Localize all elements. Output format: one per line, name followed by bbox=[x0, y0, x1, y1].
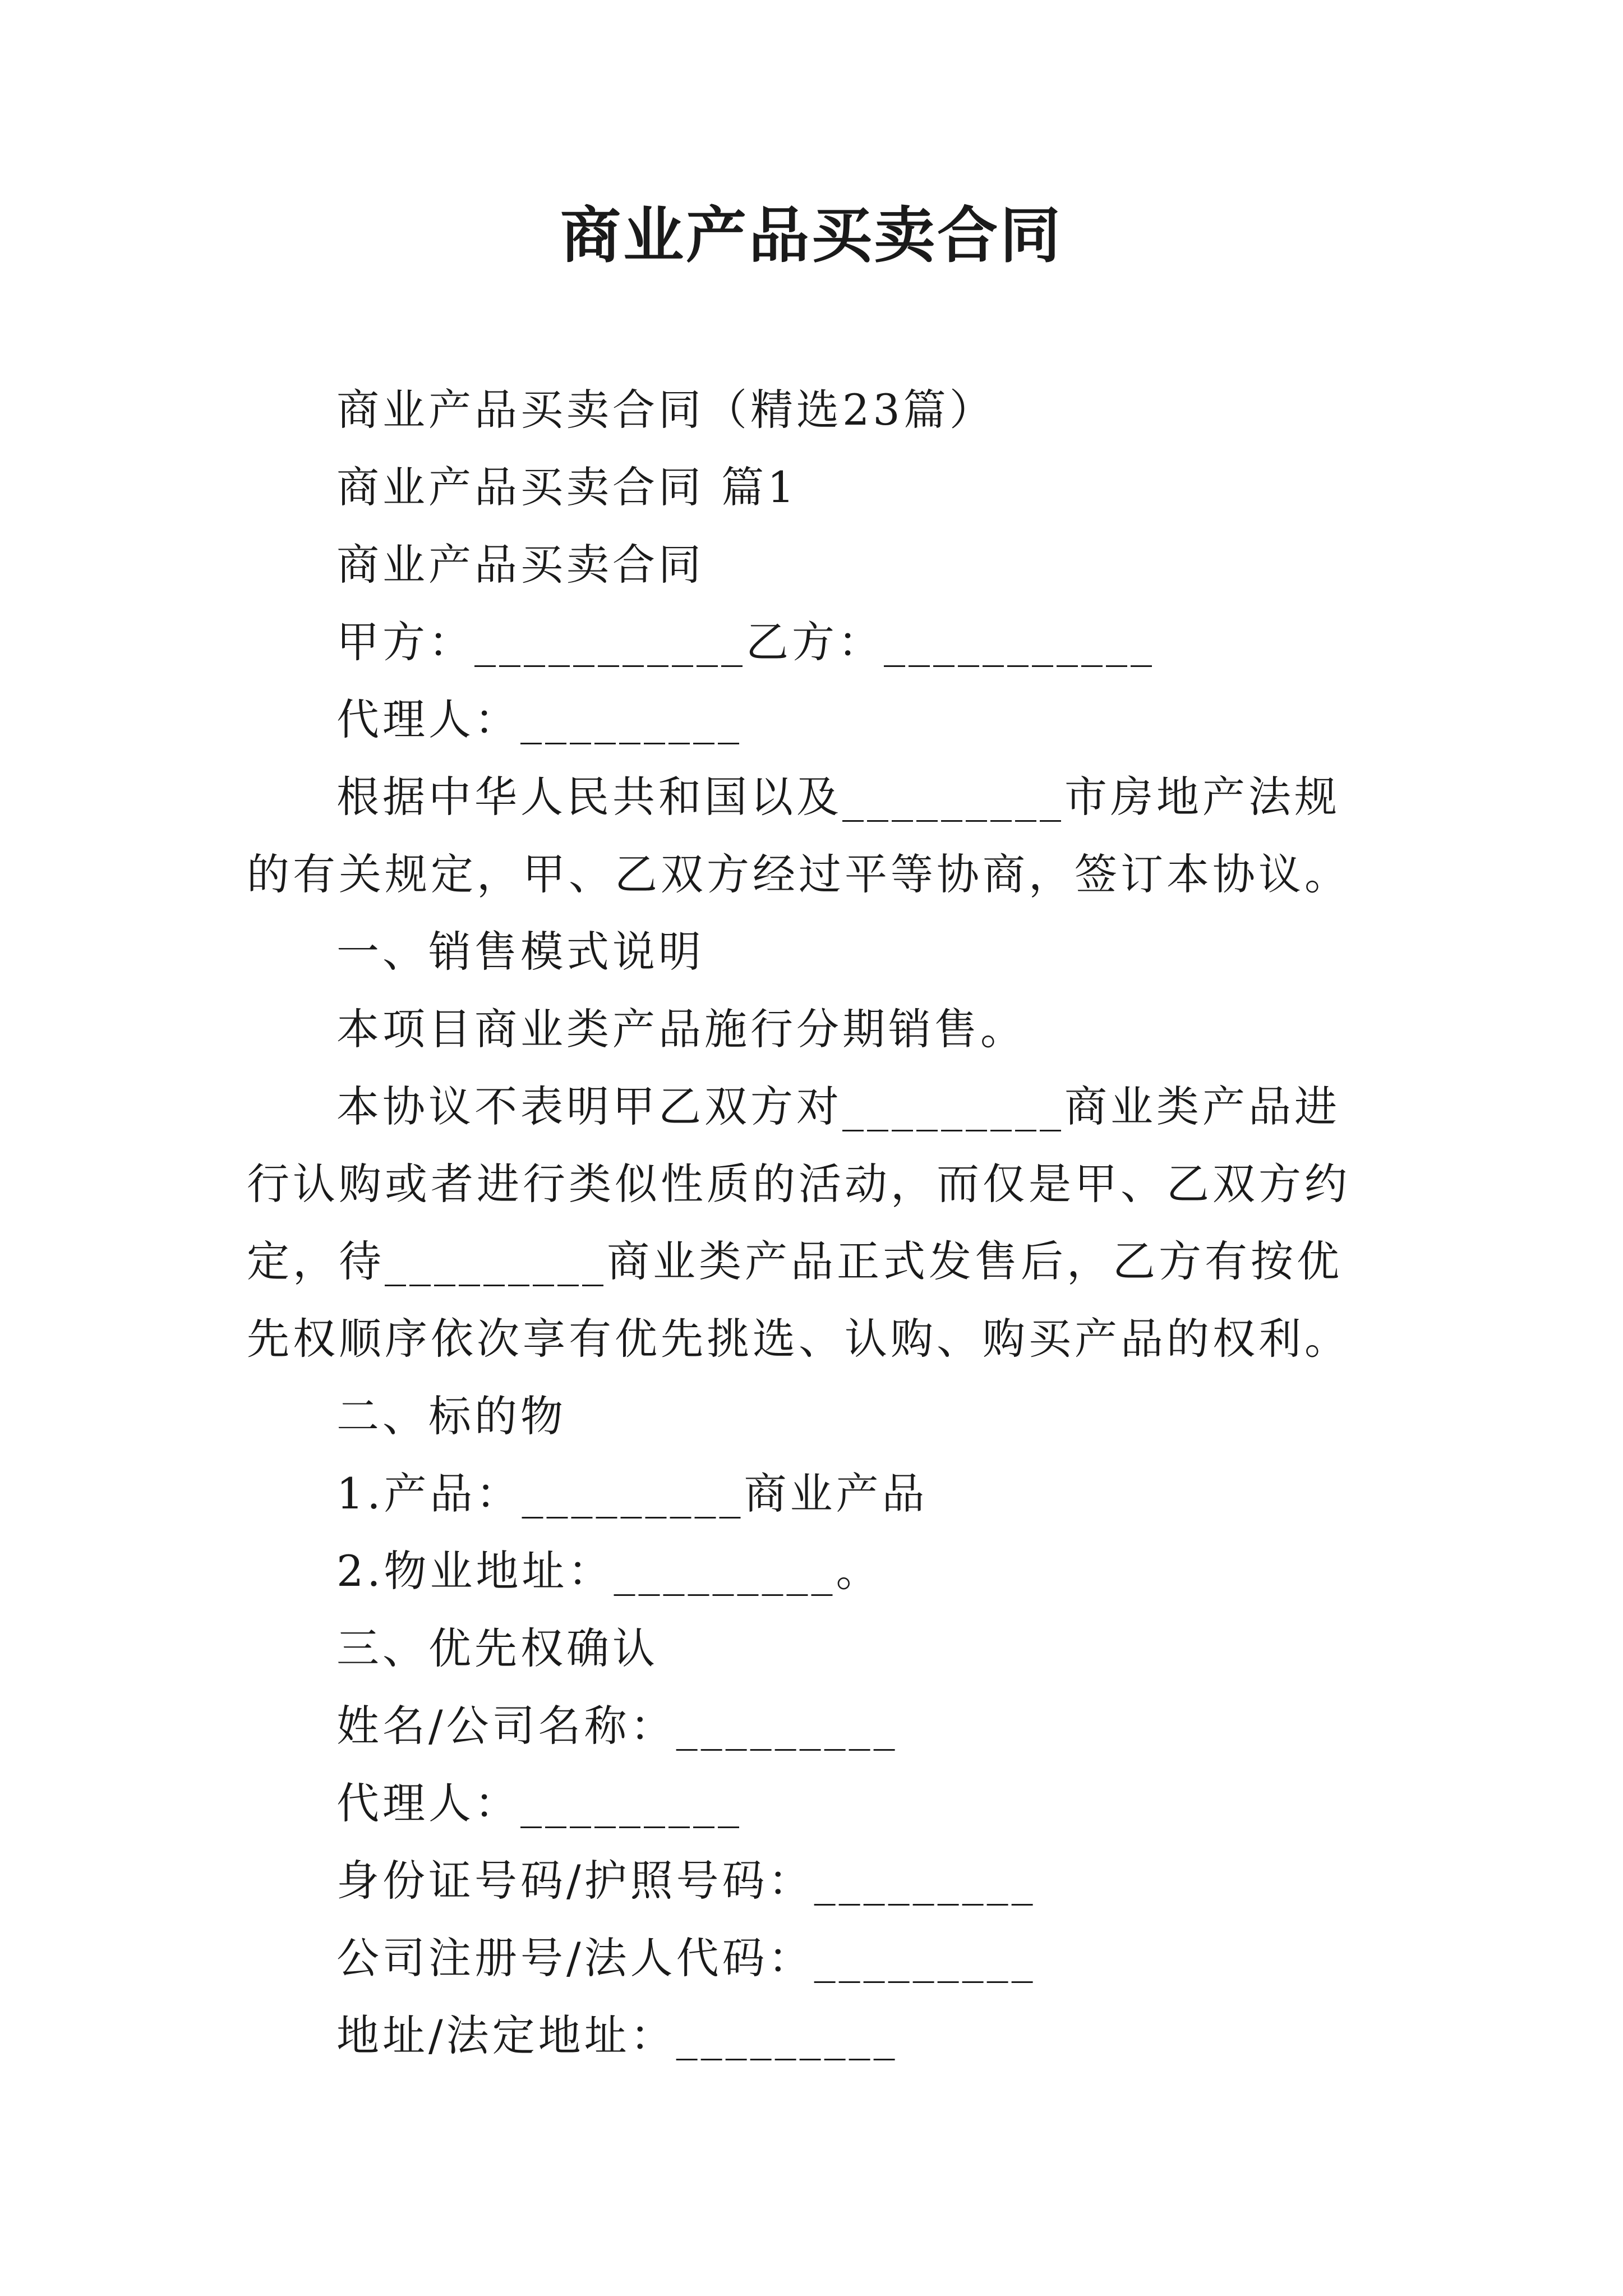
paragraph-agreement-scope: 本协议不表明甲乙双方对_________商业类产品进行认购或者进行类似性质的活动，而仅是甲、乙双方约定，待_________商业类产品正式发售后，乙方有按优先权顺序依次享有优先挑选、认购、购买产品的权利。 bbox=[247, 1082, 1350, 1364]
paragraph-contract-name: 商业产品买卖合同 bbox=[336, 540, 704, 590]
paragraph-heading-priority: 三、优先权确认 bbox=[336, 1623, 658, 1673]
paragraph-agent-2: 代理人：_________ bbox=[336, 1778, 743, 1828]
paragraph-id-passport: 身份证号码/护照号码：_________ bbox=[336, 1856, 1036, 1906]
document-body bbox=[247, 371, 1385, 2074]
paragraph-product: 1.产品：_________商业产品 bbox=[336, 1469, 928, 1519]
paragraph-sales-mode: 本项目商业类产品施行分期销售。 bbox=[336, 1004, 1026, 1054]
paragraph-basis: 根据中华人民共和国以及_________市房地产法规的有关规定，甲、乙双方经过平等协商，签订本协议。 bbox=[247, 772, 1350, 899]
paragraph-agent: 代理人：_________ bbox=[336, 694, 743, 744]
paragraph-address: 地址/法定地址：_________ bbox=[336, 2010, 898, 2060]
paragraph-heading-sales-mode: 一、销售模式说明 bbox=[336, 927, 704, 977]
paragraph-heading-subject: 二、标的物 bbox=[336, 1391, 566, 1441]
document-title: 商业产品买卖合同 bbox=[560, 200, 1063, 271]
paragraph-subtitle: 商业产品买卖合同（精选23篇） bbox=[336, 385, 995, 435]
paragraph-section-heading: 商业产品买卖合同 篇1 bbox=[336, 462, 798, 512]
paragraph-property-address: 2.物业地址：_________。 bbox=[336, 1546, 882, 1596]
paragraph-name-company: 姓名/公司名称：_________ bbox=[336, 1701, 898, 1751]
paragraph-parties: 甲方：___________乙方：___________ bbox=[336, 617, 1155, 667]
paragraph-company-registration: 公司注册号/法人代码：_________ bbox=[336, 1933, 1036, 1983]
